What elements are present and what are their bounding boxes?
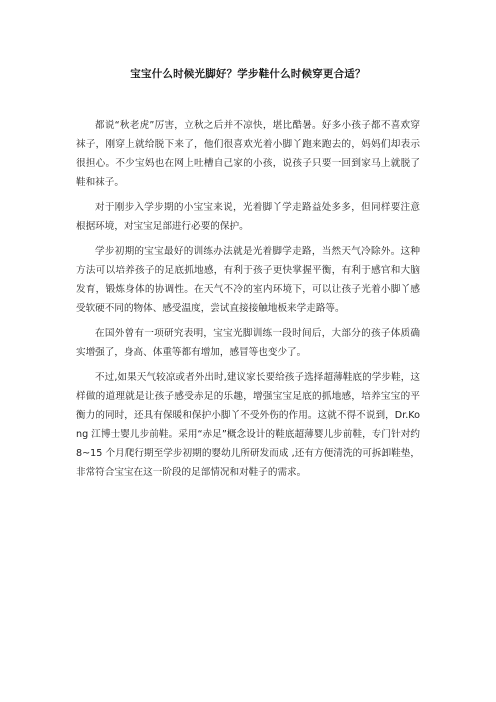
document-body (76, 116, 420, 488)
paragraph: 都说“秋老虎”厉害，立秋之后并不凉快，堪比酷暑。好多小孩子都不喜欢穿袜子，刚穿上就给脱下来了，他们很喜欢光着小脚丫跑来跑去的，妈妈们却表示很担心。不少宝妈也在网上吐槽自己家的小孩，说孩子只要一回到家马上就脱了鞋和袜子。 (76, 120, 420, 188)
paragraph: 在国外曾有一项研究表明，宝宝光脚训练一段时间后，大部分的孩子体质确实增强了，身高、体重等都有增加，感冒等也变少了。 (76, 328, 420, 358)
paragraph: 不过,如果天气较凉或者外出时,建议家长要给孩子选择超薄鞋底的学步鞋，这样做的道理就是让孩子感受赤足的乐趣，增强宝宝足底的抓地感，培养宝宝的平衡力的同时，还具有保暖和保护小脚丫不受外伤的作用。这就不得不说到，Dr.Kong 江博士婴儿步前鞋。采用“赤足”概念设计的鞋底超薄婴儿步前鞋，专门针对约 8~15 个月爬行期至学步初期的婴幼儿所研发而成 ,还有方便清洗的可拆卸鞋垫，非常符合宝宝在这一阶段的足部情况和对鞋子的需求。 (76, 372, 420, 478)
paragraph: 学步初期的宝宝最好的训练办法就是光着脚学走路，当然天气冷除外。这种方法可以培养孩子的足底抓地感，有利于孩子更快掌握平衡，有利于感官和大脑发育，锻炼身体的协调性。在天气不冷的室内环境下，可以让孩子光着小脚丫感受软硬不同的物体、感受温度，尝试直接接触地板来学走路等。 (76, 246, 420, 314)
paragraph: 对于刚步入学步期的小宝宝来说，光着脚丫学走路益处多多，但同样要注意根据环境，对宝宝足部进行必要的保护。 (76, 202, 420, 232)
document-title: 宝宝什么时候光脚好？学步鞋什么时候穿更合适？ (130, 68, 366, 80)
